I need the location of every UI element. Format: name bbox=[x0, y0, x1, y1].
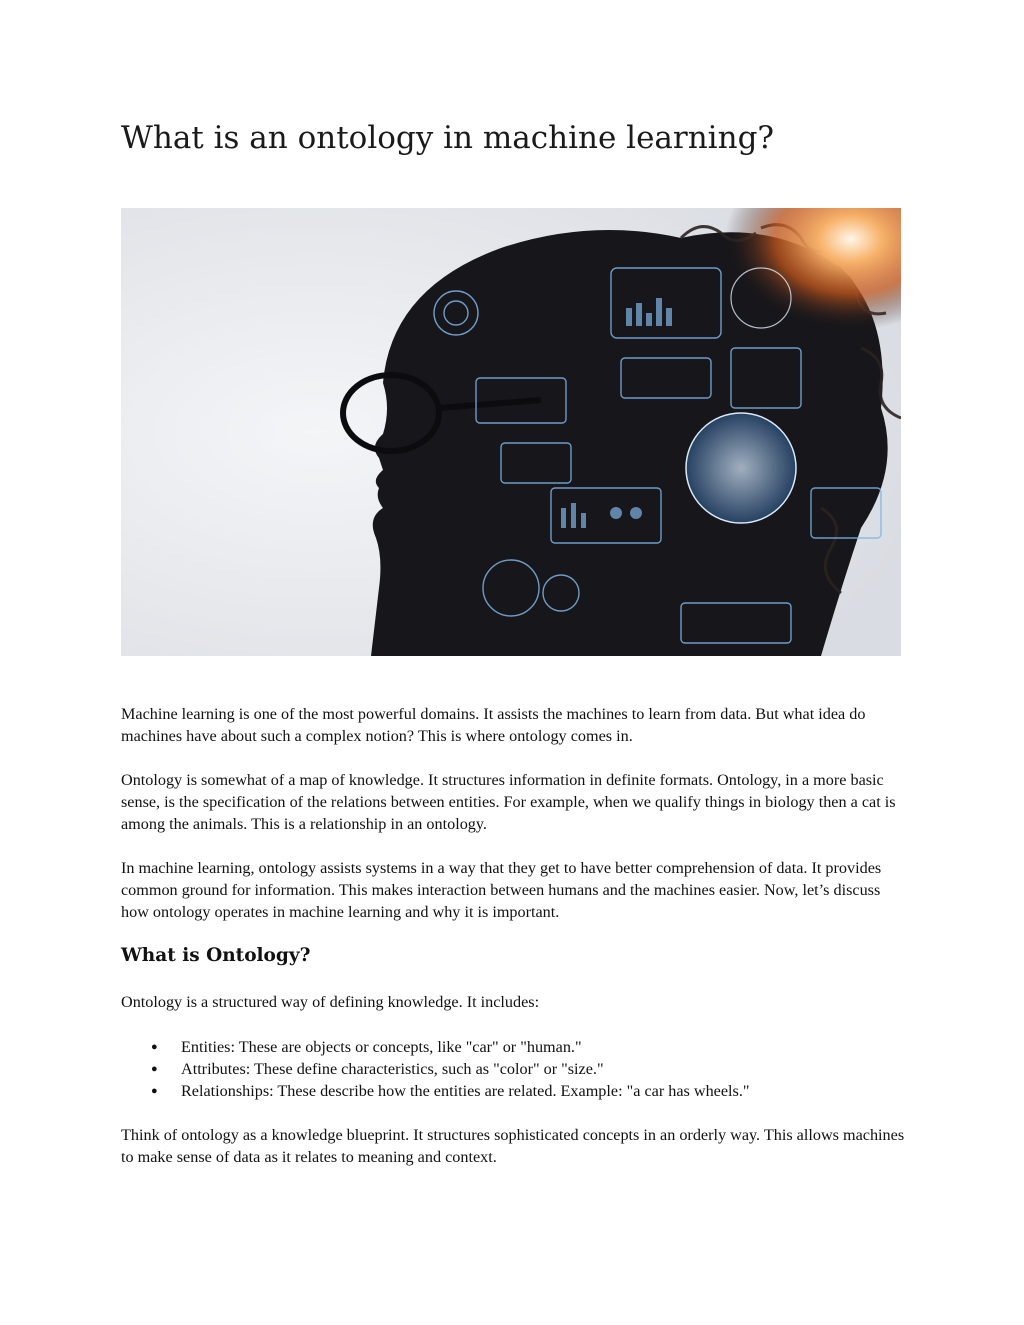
intro-paragraph-3: In machine learning, ontology assists systems in a way that they get to have better comprehension of data. It provides common ground for information. This makes interaction between humans and the machines easier. Now, let’s discuss how ontology operates in machine learning and why it is important. bbox=[121, 859, 882, 921]
intro-paragraph-2: Ontology is somewhat of a map of knowledge. It structures information in definite formats. Ontology, in a more basic sense, is the specification of the relations between entities. For example, when we qualify things in biology then a cat is among the animals. This is a relationship in an ontology. bbox=[121, 771, 896, 833]
list-item bbox=[121, 1080, 911, 1102]
closing-paragraph: Think of ontology as a knowledge blueprint. It structures sophisticated concepts in an orderly way. This allows machines to make sense of data as it relates to meaning and context. bbox=[121, 1126, 905, 1166]
list-item bbox=[121, 1058, 911, 1080]
list-item-text: Attributes: These define characteristics, such as "color" or "size." bbox=[181, 1060, 604, 1078]
list-item-text: Relationships: These describe how the entities are related. Example: "a car has wheels." bbox=[181, 1082, 750, 1100]
hero-image bbox=[121, 208, 901, 656]
bullet-icon: ● bbox=[151, 1063, 158, 1075]
bullet-icon: ● bbox=[151, 1041, 158, 1053]
bullet-icon: ● bbox=[151, 1085, 158, 1097]
hero-illustration bbox=[121, 208, 901, 656]
list-item bbox=[121, 1036, 911, 1058]
section-lead: Ontology is a structured way of defining knowledge. It includes: bbox=[121, 993, 540, 1011]
list-item-text: Entities: These are objects or concepts, like "car" or "human." bbox=[181, 1038, 582, 1056]
section-heading: What is Ontology? bbox=[121, 945, 311, 966]
intro-paragraph-1: Machine learning is one of the most powerful domains. It assists the machines to learn from data. But what idea do machines have about such a complex notion? This is where ontology comes in. bbox=[121, 705, 866, 745]
definition-list bbox=[121, 1036, 911, 1102]
page-title: What is an ontology in machine learning? bbox=[121, 120, 775, 156]
